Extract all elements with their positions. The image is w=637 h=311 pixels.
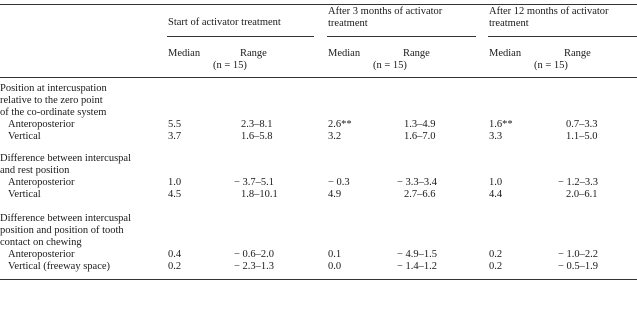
cell-range-3m: − 3.3–3.4 (397, 177, 438, 188)
cell-median-3m: 3.2 (328, 131, 342, 142)
cell-median-12m: 1.0 (489, 177, 503, 188)
table-bottom-rule (0, 279, 637, 280)
cell-median-start: 1.0 (168, 177, 182, 188)
cell-range-start: 1.6–5.8 (241, 131, 273, 142)
section-title-line: of the co-ordinate system (0, 107, 107, 118)
subheader-median-3m: Median (328, 48, 361, 59)
cell-median-start: 3.7 (168, 131, 182, 142)
cell-range-3m: 1.3–4.9 (404, 119, 436, 130)
subheader-n-start: (n = 15) (213, 60, 247, 71)
col-header-12m-line2: treatment (489, 18, 529, 29)
col-header-3m-line2: treatment (328, 18, 368, 29)
section-title-line: position and position of tooth (0, 225, 124, 236)
cell-range-3m: 2.7–6.6 (404, 189, 436, 200)
col-header-start: Start of activator treatment (168, 17, 281, 28)
col-header-3m-line1: After 3 months of activator (328, 6, 443, 17)
cell-median-start: 4.5 (168, 189, 182, 200)
cell-range-start: − 3.7–5.1 (234, 177, 275, 188)
cell-median-12m: 4.4 (489, 189, 503, 200)
cell-median-12m: 3.3 (489, 131, 503, 142)
subheader-range-start: Range (240, 48, 267, 59)
cell-range-12m: 0.7–3.3 (566, 119, 598, 130)
cell-range-12m: − 0.5–1.9 (558, 261, 599, 272)
section-title (0, 153, 131, 177)
row-label: Anteroposterior (8, 249, 75, 260)
section-title-line: relative to the zero point (0, 95, 103, 106)
subheader-range-3m: Range (403, 48, 430, 59)
cell-range-12m: − 1.0–2.2 (558, 249, 599, 260)
cell-range-start: 2.3–8.1 (241, 119, 273, 130)
row-label: Anteroposterior (8, 177, 75, 188)
cell-range-3m: 1.6–7.0 (404, 131, 436, 142)
cell-range-start: − 0.6–2.0 (234, 249, 275, 260)
table-top-rule (0, 4, 637, 5)
section-title-line: Difference between intercuspal (0, 213, 131, 224)
section-title-line: Difference between intercuspal (0, 153, 131, 164)
cell-median-start: 5.5 (168, 119, 182, 130)
row-label: Anteroposterior (8, 119, 75, 130)
cell-median-3m: 0.0 (328, 261, 342, 272)
section-title (0, 83, 107, 119)
cell-range-12m: 1.1–5.0 (566, 131, 598, 142)
cell-median-3m: 4.9 (328, 189, 342, 200)
section-title-line: and rest position (0, 165, 70, 176)
cell-median-12m: 0.2 (489, 261, 503, 272)
cell-range-start: 1.8–10.1 (241, 189, 278, 200)
cell-median-start: 0.4 (168, 249, 182, 260)
subheader-median-12m: Median (489, 48, 522, 59)
cell-median-3m: 2.6** (328, 119, 352, 130)
subheader-n-12m: (n = 15) (534, 60, 568, 71)
cell-range-3m: − 4.9–1.5 (397, 249, 438, 260)
col-header-12m-underline (488, 36, 637, 37)
header-bottom-rule (0, 77, 637, 78)
col-header-3m-underline (327, 36, 476, 37)
subheader-range-12m: Range (564, 48, 591, 59)
section-title-line: Position at intercuspation (0, 83, 107, 94)
cell-range-12m: − 1.2–3.3 (558, 177, 599, 188)
cell-median-12m: 0.2 (489, 249, 503, 260)
cell-range-start: − 2.3–1.3 (234, 261, 275, 272)
cell-median-start: 0.2 (168, 261, 182, 272)
cell-median-12m: 1.6** (489, 119, 513, 130)
subheader-n-3m: (n = 15) (373, 60, 407, 71)
col-header-start-underline (167, 36, 314, 37)
cell-range-3m: − 1.4–1.2 (397, 261, 438, 272)
cell-median-3m: 0.1 (328, 249, 342, 260)
col-header-12m-line1: After 12 months of activator (489, 6, 609, 17)
row-label: Vertical (8, 131, 41, 142)
row-label: Vertical (freeway space) (8, 261, 111, 272)
section-title (0, 213, 131, 249)
subheader-median-start: Median (168, 48, 201, 59)
section-title-line: contact on chewing (0, 237, 82, 248)
row-label: Vertical (8, 189, 41, 200)
cell-range-12m: 2.0–6.1 (566, 189, 598, 200)
cell-median-3m: − 0.3 (328, 177, 350, 188)
